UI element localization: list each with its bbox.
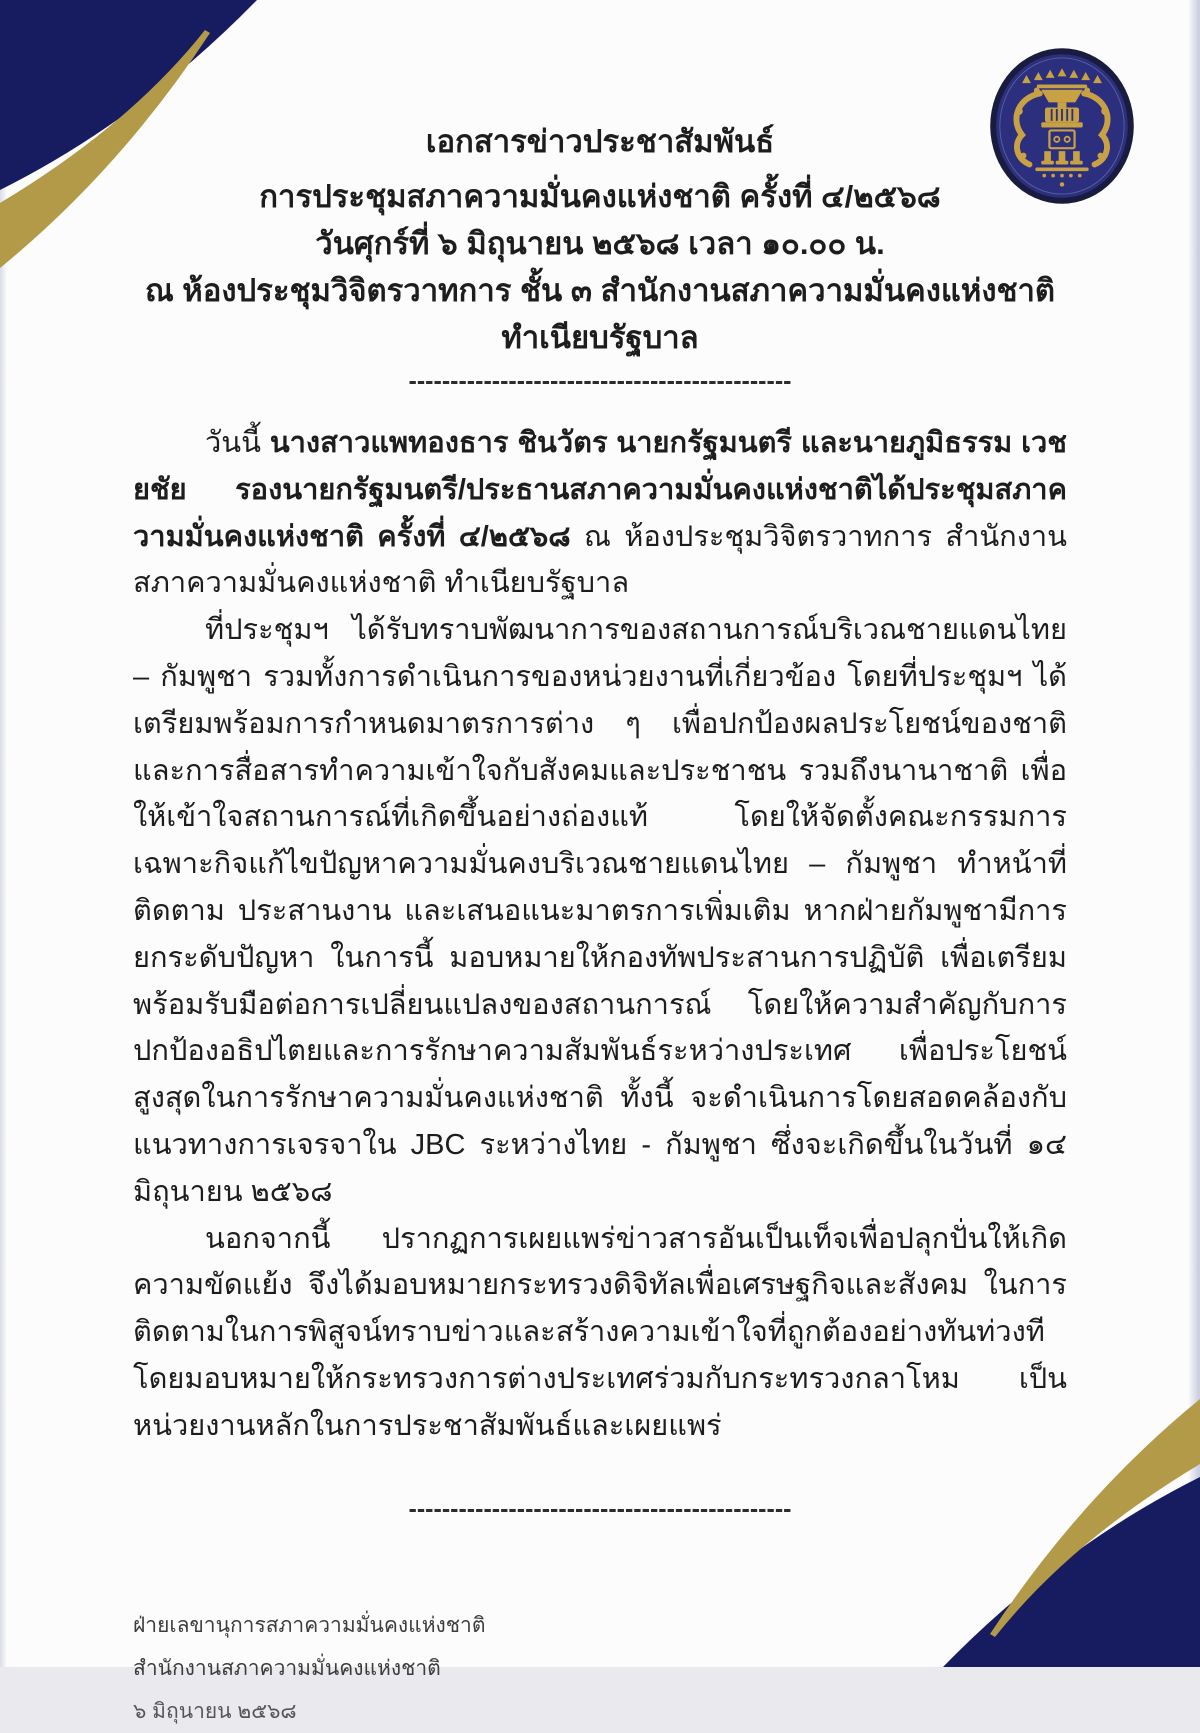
- document-footer: [133, 1604, 1067, 1733]
- document-body: [133, 420, 1067, 1450]
- meeting-venue: ณ ห้องประชุมวิจิตรวาทการ ชั้น ๓ สำนักงานสภาความมั่นคงแห่งชาติ ทำเนียบรัฐบาล: [144, 273, 1056, 355]
- divider-bottom: ----------------------------------------------: [408, 1494, 792, 1523]
- paragraph-3: นอกจากนี้ ปรากฏการเผยแพร่ข่าวสารอันเป็นเท็จเพื่อปลุกปั่นให้เกิดความขัดแย้ง จึงได้มอบหมายกระทรวงดิจิทัลเพื่อเศรษฐกิจและสังคม ในการติดตามในการพิสูจน์ทราบข่าวและสร้างความเข้าใจที่ถูกต้องอย่างทันท่วงที โดยมอบหมายให้กระทรวงการต่างประเทศร่วมกับกระทรวงกลาโหม เป็นหน่วยงานหลักในการประชาสัมพันธ์และเผยแพร่: [133, 1222, 1067, 1442]
- paragraph-1-lead: วันนี้: [205, 427, 270, 459]
- meeting-title: การประชุมสภาความมั่นคงแห่งชาติ ครั้งที่ ๔/๒๕๖๘: [259, 179, 941, 214]
- divider-top: ----------------------------------------------: [408, 367, 792, 395]
- footer-date: ๖ มิถุนายน ๒๕๖๘: [133, 1699, 297, 1723]
- meeting-datetime: วันศุกร์ที่ ๖ มิถุนายน ๒๕๖๘ เวลา ๑๐.๐๐ น.: [315, 226, 885, 261]
- document-header: [133, 118, 1067, 361]
- footer-office: สำนักงานสภาความมั่นคงแห่งชาติ: [133, 1656, 441, 1680]
- paragraph-1-bold-names: นางสาวแพทองธาร ชินวัตร นายกรัฐมนตรี และนายภูมิธรรม เวชยชัย รองนายกรัฐมนตรี/ประธานสภาความมั่นคงแห่งชาติได้ประชุมสภาความมั่นคงแห่งชาติ ครั้งที่ ๔/๒๕๖๘: [133, 427, 1067, 553]
- paragraph-1-rest: ณ ห้องประชุมวิจิตรวาทการ สำนักงานสภาความมั่นคงแห่งชาติ ทำเนียบรัฐบาล: [133, 520, 1068, 600]
- footer-secretariat: ฝ่ายเลขานุการสภาความมั่นคงแห่งชาติ: [133, 1613, 486, 1637]
- paragraph-1: [133, 420, 1067, 607]
- paragraph-2: ที่ประชุมฯ ได้รับทราบพัฒนาการของสถานการณ์บริเวณชายแดนไทย – กัมพูชา รวมทั้งการดำเนินการของหน่วยงานที่เกี่ยวข้อง โดยที่ประชุมฯ ได้เตรียมพร้อมการกำหนดมาตรการต่าง ๆ เพื่อปกป้องผลประโยชน์ของชาติ และการสื่อสารทำความเข้าใจกับสังคมและประชาชน รวมถึงนานาชาติ เพื่อให้เข้าใจสถานการณ์ที่เกิดขึ้นอย่างถ่องแท้ โดยให้จัดตั้งคณะกรรมการเฉพาะกิจแก้ไขปัญหาความมั่นคงบริเวณชายแดนไทย – กัมพูชา ทำหน้าที่ติดตาม ประสานงาน และเสนอแนะมาตรการเพิ่มเติม หากฝ่ายกัมพูชามีการยกระดับปัญหา ในการนี้ มอบหมายให้กองทัพประสานการปฏิบัติ เพื่อเตรียมพร้อมรับมือต่อการเปลี่ยนแปลงของสถานการณ์ โดยให้ความสำคัญกับการปกป้องอธิปไตยและการรักษาความสัมพันธ์ระหว่างประเทศ เพื่อประโยชน์สูงสุดในการรักษาความมั่นคงแห่งชาติ ทั้งนี้ จะดำเนินการโดยสอดคล้องกับแนวทางการเจรจาใน JBC ระหว่างไทย - กัมพูชา ซึ่งจะเกิดขึ้นในวันที่ ๑๔ มิถุนายน ๒๕๖๘: [133, 614, 1067, 1208]
- document-type-title: เอกสารข่าวประชาสัมพันธ์: [425, 124, 775, 159]
